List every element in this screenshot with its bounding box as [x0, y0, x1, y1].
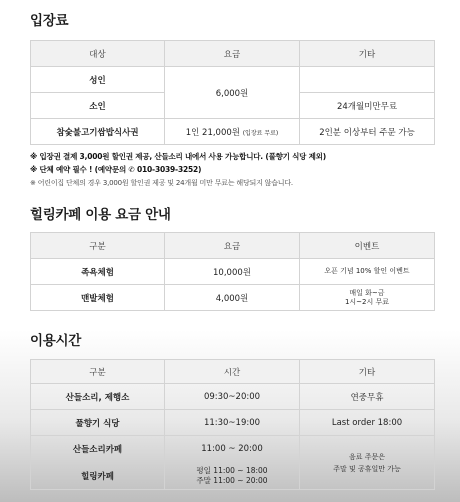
admission-table	[30, 40, 435, 145]
column-header: 이벤트	[300, 233, 435, 259]
table-header-row	[31, 233, 435, 259]
venue-time-cell: 09:30~20:00	[165, 384, 300, 410]
venue-time-cell: 11:30~19:00	[165, 410, 300, 436]
admission-title: 입장료	[30, 13, 69, 29]
cafe-etc-line: 주말 및 공휴일만 가능	[333, 464, 401, 473]
hours-title: 이용시간	[30, 333, 81, 349]
combo-fee: 1인 21,000원	[185, 127, 240, 138]
venue-name-cell: 힐링카페	[31, 462, 165, 490]
table-row	[31, 436, 435, 462]
program-name-cell: 족욕체험	[31, 259, 165, 285]
cafe-etc-cell	[300, 436, 435, 490]
column-header: 기타	[300, 360, 435, 384]
healing-title: 힐링카페 이용 요금 안내	[30, 207, 171, 223]
table-row	[31, 285, 435, 311]
adult-etc-cell	[300, 67, 435, 93]
hours-table	[30, 359, 435, 490]
venue-name-cell: 산들소리, 제행소	[31, 384, 165, 410]
column-header: 요금	[165, 41, 300, 67]
time-line: 평일 11:00 ~ 18:00	[196, 465, 268, 475]
program-event-cell: 오픈 기념 10% 할인 이벤트	[300, 259, 435, 285]
venue-name-cell: 산들소리카페	[31, 436, 165, 462]
program-fee-cell: 10,000원	[165, 259, 300, 285]
combo-fee-note: (입장료 무료)	[242, 129, 279, 137]
column-header: 요금	[165, 233, 300, 259]
child-etc-cell: 24개월미만무료	[300, 93, 435, 119]
table-row	[31, 67, 435, 93]
venue-name-cell: 풀향기 식당	[31, 410, 165, 436]
program-name-cell: 맨발체험	[31, 285, 165, 311]
shared-fee-cell: 6,000원	[165, 67, 300, 119]
daycare-note: ※ 어린이집 단체의 경우 3,000원 할인권 제공 및 24개월 미만 무료는 해당되지 않습니다.	[30, 179, 293, 187]
venue-time-cell	[165, 462, 300, 490]
column-header: 기타	[300, 41, 435, 67]
discount-note: ※ 입장권 결제 3,000원 할인권 제공, 산들소리 내에서 사용 가능합니다. (풀향기 식당 제외)	[30, 152, 326, 161]
reservation-text: ※ 단체 예약 필수 ! (예약문의	[30, 165, 127, 174]
combo-etc-cell: 2인분 이상부터 주문 가능	[300, 119, 435, 145]
table-row	[31, 410, 435, 436]
child-cell: 소인	[31, 93, 165, 119]
phone-number: 010-3039-3252)	[136, 165, 202, 174]
group-reservation-note	[30, 164, 201, 175]
combo-cell: 참숯불고기쌈밥식사권	[31, 119, 165, 145]
event-line: 1시~2시 무료	[344, 297, 390, 306]
table-header-row	[31, 360, 435, 384]
table-header-row	[31, 41, 435, 67]
venue-etc-cell: 연중무휴	[300, 384, 435, 410]
column-header: 대상	[31, 41, 165, 67]
time-line: 주말 11:00 ~ 20:00	[196, 475, 268, 485]
column-header: 구분	[31, 233, 165, 259]
venue-etc-cell: Last order 18:00	[300, 410, 435, 436]
column-header: 구분	[31, 360, 165, 384]
program-fee-cell: 4,000원	[165, 285, 300, 311]
combo-fee-cell	[165, 119, 300, 145]
adult-cell: 성인	[31, 67, 165, 93]
program-event-cell	[300, 285, 435, 311]
column-header: 시간	[165, 360, 300, 384]
table-row	[31, 384, 435, 410]
table-row	[31, 119, 435, 145]
healing-table	[30, 232, 435, 311]
table-row	[31, 259, 435, 285]
venue-time-cell: 11:00 ~ 20:00	[165, 436, 300, 462]
event-line: 매일 화~금	[349, 288, 385, 297]
cafe-etc-line: 음료 주문은	[348, 452, 386, 461]
phone-icon: ✆	[128, 165, 135, 174]
